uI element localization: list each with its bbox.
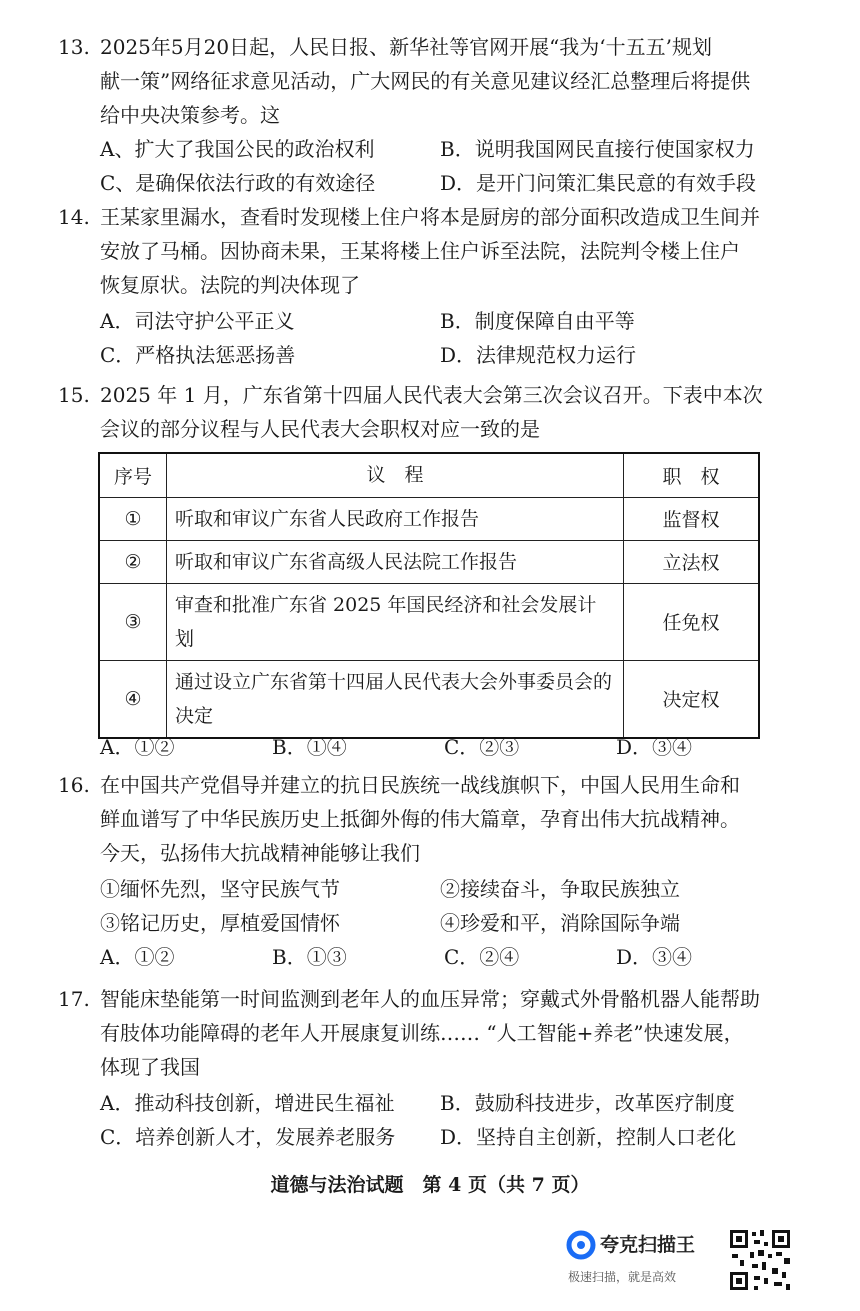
question-text-line: 体现了我国 (100, 1055, 200, 1079)
table-cell-power: 立法权 (624, 540, 760, 583)
table-cell-power: 决定权 (624, 660, 760, 738)
question-16 (58, 768, 798, 870)
statement-1: ①缅怀先烈，坚守民族气节 (100, 877, 340, 901)
question-13 (58, 30, 798, 132)
option-c: C．严格执法惩恶扬善 (100, 343, 296, 367)
question-17-options (100, 1086, 800, 1154)
scanner-brand-name: 夸克扫描王 (600, 1234, 696, 1256)
option-a: A．①② (100, 735, 175, 759)
table-row (99, 540, 759, 583)
option-d: D．③④ (616, 945, 693, 969)
table-row (99, 660, 759, 738)
question-16-statements (100, 872, 800, 974)
option-b: B．制度保障自由平等 (440, 309, 635, 333)
question-15 (58, 378, 798, 446)
table-header: 序号 (99, 453, 167, 497)
qr-code-icon (728, 1228, 792, 1292)
option-d: D．③④ (616, 735, 693, 759)
table-cell-no: ③ (99, 583, 167, 660)
scanner-watermark (566, 1226, 726, 1296)
table-header: 议 程 (167, 453, 624, 497)
question-17 (58, 982, 798, 1084)
page-footer: 道德与法治试题 第 4 页（共 7 页） (270, 1174, 590, 1196)
question-text-line: 会议的部分议程与人民代表大会职权对应一致的是 (100, 417, 540, 441)
question-text-line: 2025年5月20日起，人民日报、新华社等官网开展“我为‘十五五’规划 (100, 35, 713, 59)
table-cell-no: ① (99, 497, 167, 540)
option-c: C、是确保依法行政的有效途径 (100, 171, 376, 195)
question-text-line: 2025 年 1 月，广东省第十四届人民代表大会第三次会议召开。下表中本次 (100, 383, 763, 407)
table-cell-power: 监督权 (624, 497, 760, 540)
table-cell-agenda: 通过设立广东省第十四届人民代表大会外事委员会的决定 (167, 660, 624, 738)
table-cell-power: 任免权 (624, 583, 760, 660)
statement-4: ④珍爱和平，消除国际争端 (440, 911, 680, 935)
question-number: 14. (58, 205, 90, 229)
option-b: B．说明我国网民直接行使国家权力 (440, 137, 755, 161)
table-cell-agenda: 听取和审议广东省高级人民法院工作报告 (167, 540, 624, 583)
option-c: C．②④ (444, 945, 520, 969)
agenda-table (98, 452, 760, 739)
scanner-slogan: 极速扫描，就是高效 (568, 1270, 677, 1284)
option-b: B．①④ (272, 735, 347, 759)
question-14-options (100, 304, 800, 372)
question-13-options (100, 132, 800, 200)
table-row (99, 497, 759, 540)
statement-2: ②接续奋斗，争取民族独立 (440, 877, 680, 901)
question-text-line: 今天，弘扬伟大抗战精神能够让我们 (100, 841, 420, 865)
question-text-line: 智能床垫能第一时间监测到老年人的血压异常；穿戴式外骨骼机器人能帮助 (100, 987, 760, 1011)
question-14 (58, 200, 798, 302)
question-text-line: 献一策”网络征求意见活动，广大网民的有关意见建议经汇总整理后将提供 (100, 69, 751, 93)
question-text-line: 在中国共产党倡导并建立的抗日民族统一战线旗帜下，中国人民用生命和 (100, 773, 740, 797)
scanner-logo-icon (566, 1230, 596, 1260)
table-row (99, 583, 759, 660)
option-a: A．推动科技创新，增进民生福祉 (100, 1091, 395, 1115)
option-d: D．坚持自主创新，控制人口老化 (440, 1125, 737, 1149)
option-d: D．是开门问策汇集民意的有效手段 (440, 171, 757, 195)
question-text-line: 恢复原状。法院的判决体现了 (100, 273, 360, 297)
option-d: D．法律规范权力运行 (440, 343, 637, 367)
question-text-line: 王某家里漏水，查看时发现楼上住户将本是厨房的部分面积改造成卫生间并 (100, 205, 760, 229)
question-number: 16. (58, 773, 90, 797)
question-text-line: 安放了马桶。因协商未果，王某将楼上住户诉至法院，法院判令楼上住户 (100, 239, 740, 263)
statement-3: ③铭记历史，厚植爱国情怀 (100, 911, 340, 935)
option-c: C．②③ (444, 735, 520, 759)
question-text-line: 有肢体功能障碍的老年人开展康复训练…… “人工智能+养老”快速发展， (100, 1021, 744, 1045)
table-header: 职 权 (624, 453, 760, 497)
question-text-line: 鲜血谱写了中华民族历史上抵御外侮的伟大篇章，孕育出伟大抗战精神。 (100, 807, 740, 831)
table-cell-no: ④ (99, 660, 167, 738)
table-cell-agenda: 审查和批准广东省 2025 年国民经济和社会发展计划 (167, 583, 624, 660)
question-15-options (100, 730, 800, 764)
table-cell-agenda: 听取和审议广东省人民政府工作报告 (167, 497, 624, 540)
question-text-line: 给中央决策参考。这 (100, 103, 280, 127)
question-number: 13. (58, 35, 90, 59)
option-c: C．培养创新人才，发展养老服务 (100, 1125, 396, 1149)
option-b: B．①③ (272, 945, 347, 969)
question-number: 17. (58, 987, 90, 1011)
question-number: 15. (58, 383, 90, 407)
option-a: A、扩大了我国公民的政治权利 (100, 137, 375, 161)
table-cell-no: ② (99, 540, 167, 583)
option-b: B．鼓励科技进步，改革医疗制度 (440, 1091, 735, 1115)
option-a: A．①② (100, 945, 175, 969)
table-header-row (99, 453, 759, 497)
option-a: A．司法守护公平正义 (100, 309, 295, 333)
